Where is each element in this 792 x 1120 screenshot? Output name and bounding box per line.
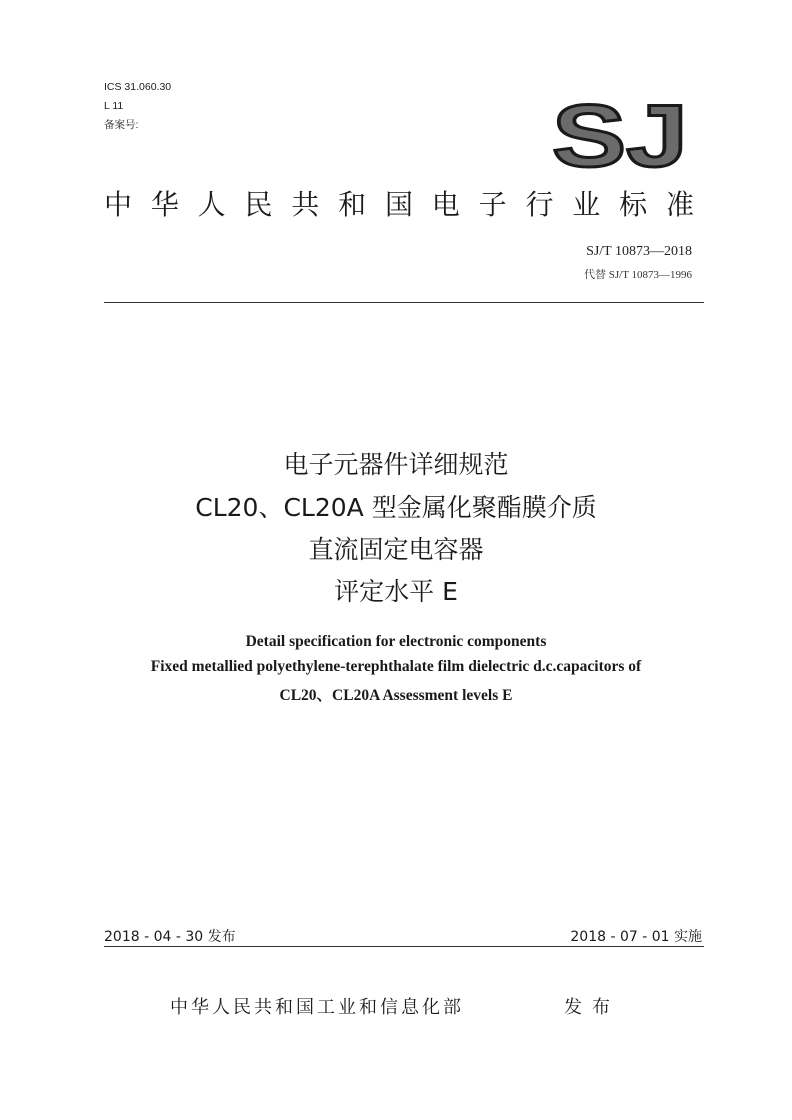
cn-title-line-1: 电子元器件详细规范: [283, 450, 509, 479]
publish-label: 发布: [564, 997, 620, 1018]
classification-code: L 11: [104, 100, 124, 112]
title-char: 民: [244, 188, 273, 221]
implementation-date: 2018 - 07 - 01 实施: [570, 929, 702, 945]
standard-category-title: [104, 183, 694, 225]
title-char: 人: [197, 188, 226, 221]
title-char: 和: [338, 188, 367, 221]
title-char: 准: [665, 188, 694, 221]
header-metadata: [104, 78, 171, 135]
issuing-authority: 中华人民共和国工业和信息化部: [170, 997, 464, 1018]
title-char: 子: [478, 188, 507, 221]
title-char: 共: [291, 188, 320, 221]
en-title-line-1: Detail specification for electronic components: [245, 633, 547, 650]
title-char: 电: [431, 188, 460, 221]
ics-number: ICS 31.060.30: [104, 81, 172, 93]
replaces-code: 代替 SJ/T 10873—1996: [584, 269, 692, 281]
en-title-line-3: CL20、CL20A Assessment levels E: [279, 687, 513, 704]
cn-title-line-3: 直流固定电容器: [308, 535, 484, 564]
top-divider: [104, 302, 704, 303]
cn-title-line-2: CL20、CL20A 型金属化聚酯膜介质: [195, 493, 597, 522]
en-title-line-2: Fixed metallied polyethylene-terephthalate film dielectric d.c.capacitors of: [150, 658, 642, 675]
logo-text: SJ: [552, 96, 688, 172]
standard-code: SJ/T 10873—2018: [586, 244, 692, 259]
title-char: 国: [384, 188, 413, 221]
issue-date: 2018 - 04 - 30 发布: [104, 929, 236, 945]
bottom-divider: [104, 946, 704, 947]
title-char: 中: [104, 188, 133, 221]
title-char: 业: [572, 188, 601, 221]
title-char: 华: [150, 188, 179, 221]
title-char: 标: [619, 188, 648, 221]
filing-number-label: 备案号:: [104, 119, 139, 131]
sj-logo: [550, 96, 692, 172]
title-char: 行: [525, 188, 554, 221]
cn-title-line-4: 评定水平 E: [334, 577, 458, 606]
